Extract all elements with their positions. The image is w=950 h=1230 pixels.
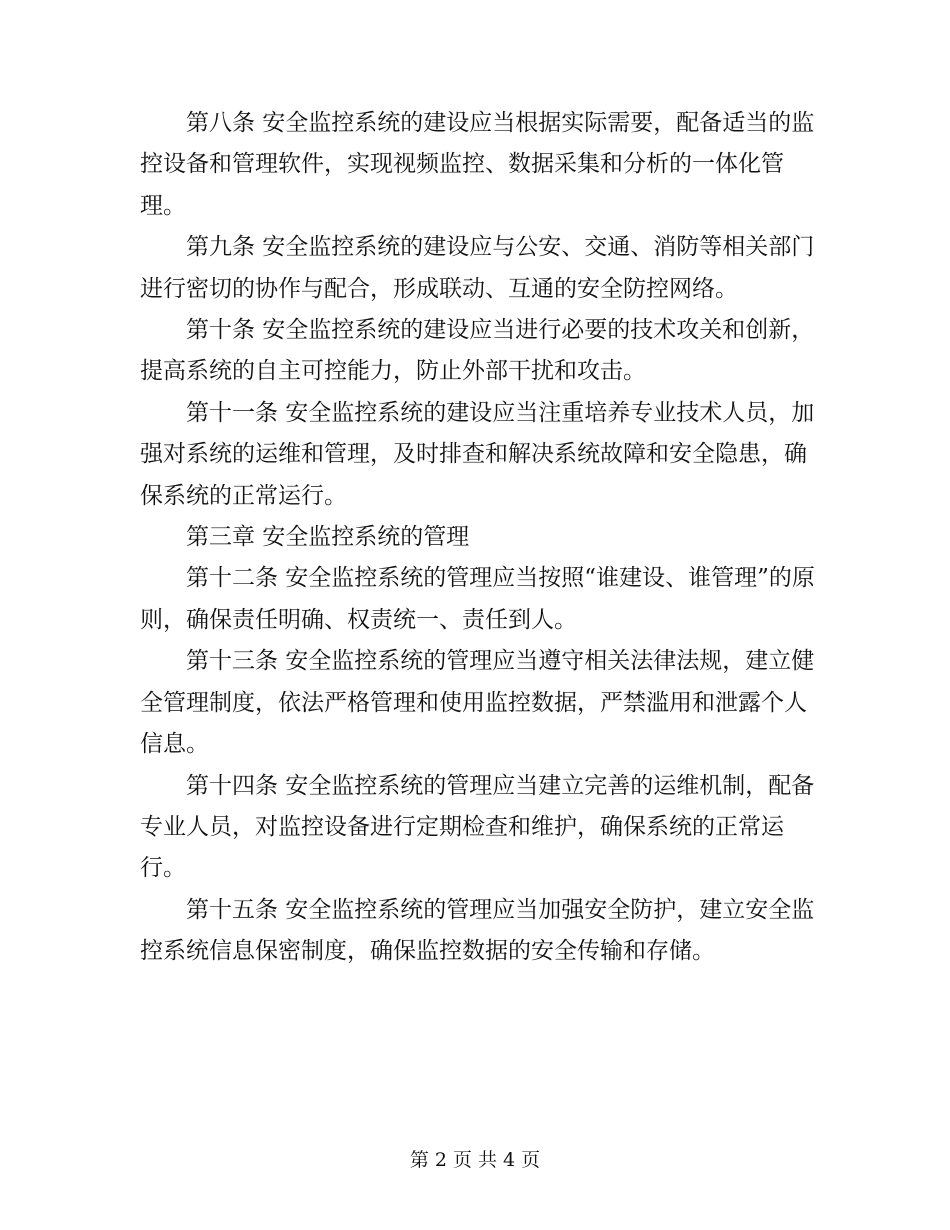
article-14-paragraph: 第十四条 安全监控系统的管理应当建立完善的运维机制，配备专业人员，对监控设备进行定期检查和维护，确保系统的正常运行。: [140, 772, 815, 882]
article-9-paragraph: 第九条 安全监控系统的建设应与公安、交通、消防等相关部门进行密切的协作与配合，形成联动、互通的安全防控网络。: [140, 234, 815, 302]
article-11-paragraph: 第十一条 安全监控系统的建设应当注重培养专业技术人员，加强对系统的运维和管理，及时排查和解决系统故障和安全隐患，确保系统的正常运行。: [140, 399, 815, 509]
article-13-paragraph: 第十三条 安全监控系统的管理应当遵守相关法律法规，建立健全管理制度，依法严格管理和使用监控数据，严禁滥用和泄露个人信息。: [140, 648, 815, 758]
chapter-3-heading: 第三章 安全监控系统的管理: [186, 524, 470, 551]
document-body: [140, 103, 815, 973]
article-15-paragraph: 第十五条 安全监控系统的管理应当加强安全防护，建立安全监控系统信息保密制度，确保监控数据的安全传输和存储。: [140, 896, 815, 965]
article-8-paragraph: 第八条 安全监控系统的建设应当根据实际需要，配备适当的监控设备和管理软件，实现视频监控、数据采集和分析的一体化管理。: [140, 110, 815, 219]
article-12-paragraph: 第十二条 安全监控系统的管理应当按照“谁建设、谁管理”的原则，确保责任明确、权责统一、责任到人。: [140, 565, 815, 633]
page-number-footer: 第 2 页 共 4 页: [409, 1149, 541, 1171]
article-10-paragraph: 第十条 安全监控系统的建设应当进行必要的技术攻关和创新，提高系统的自主可控能力，防止外部干扰和攻击。: [140, 317, 815, 385]
